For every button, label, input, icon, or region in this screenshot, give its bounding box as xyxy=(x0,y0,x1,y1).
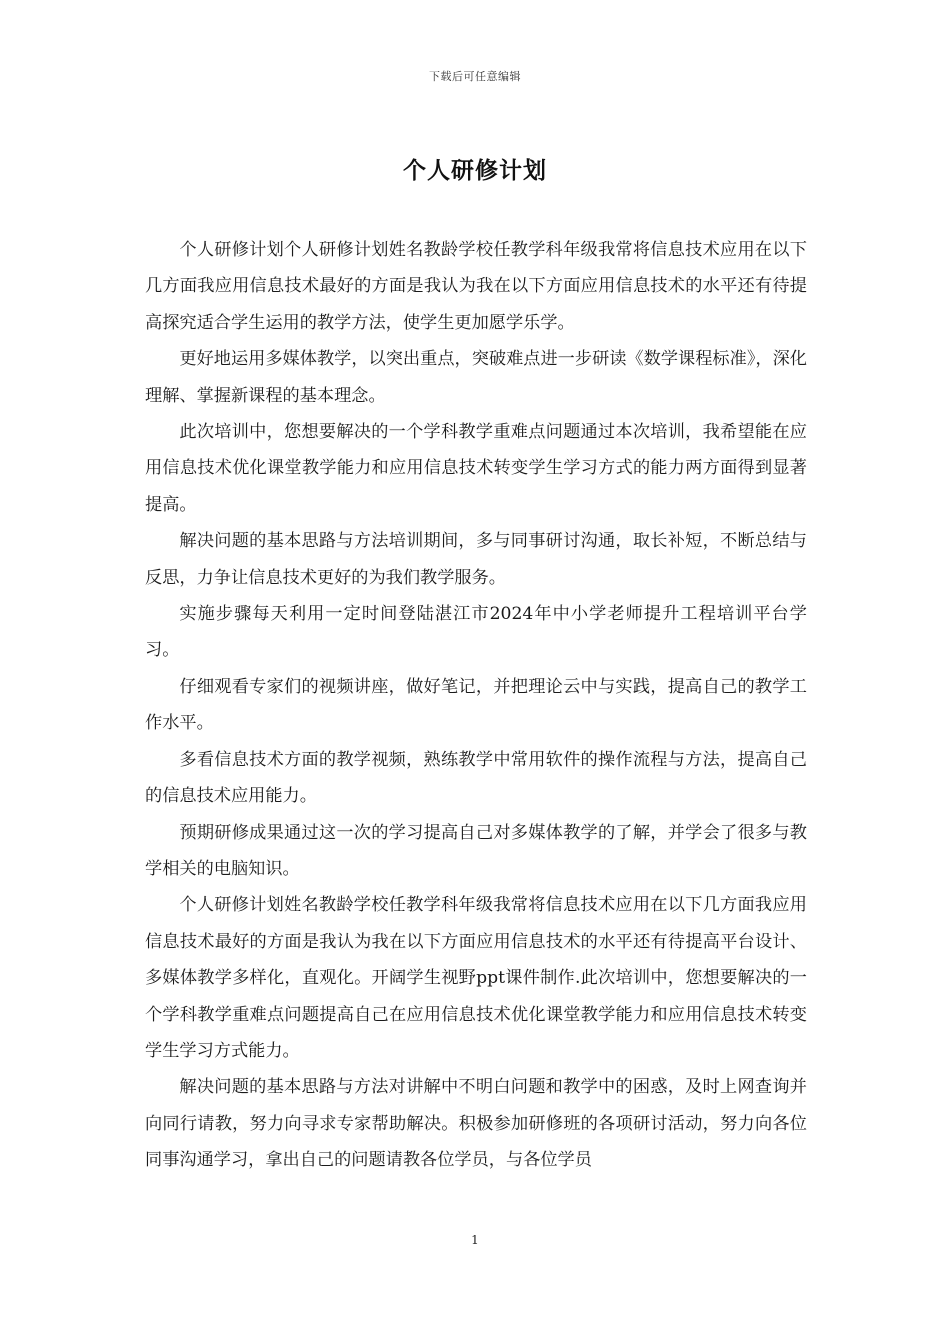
paragraph-8: 预期研修成果通过这一次的学习提高自己对多媒体教学的了解，并学会了很多与教学相关的电脑知识。 xyxy=(145,822,807,879)
document-body xyxy=(145,232,807,1179)
paragraph-1: 个人研修计划个人研修计划姓名教龄学校任教学科年级我常将信息技术应用在以下几方面我应用信息技术最好的方面是我认为我在以下方面应用信息技术的水平还有待提高探究适合学生运用的教学方法，使学生更加愿学乐学。 xyxy=(145,240,807,333)
paragraph-4: 解决问题的基本思路与方法培训期间，多与同事研讨沟通，取长补短，不断总结与反思，力争让信息技术更好的为我们教学服务。 xyxy=(145,531,807,588)
paragraph-10: 解决问题的基本思路与方法对讲解中不明白问题和教学中的困惑，及时上网查询并向同行请教，努力向寻求专家帮助解决。积极参加研修班的各项研讨活动，努力向各位同事沟通学习，拿出自己的问题请教各位学员，与各位学员 xyxy=(145,1077,807,1171)
paragraph-5: 实施步骤每天利用一定时间登陆湛江市2024年中小学老师提升工程培训平台学习。 xyxy=(145,604,807,661)
page-number: 1 xyxy=(471,1233,479,1247)
header-note: 下载后可任意编辑 xyxy=(429,70,521,83)
paragraph-9: 个人研修计划姓名教龄学校任教学科年级我常将信息技术应用在以下几方面我应用信息技术最好的方面是我认为我在以下方面应用信息技术的水平还有待提高平台设计、多媒体教学多样化，直观化。开阔学生视野ppt课件制作.此次培训中，您想要解决的一个学科教学重难点问题提高自己在应用信息技术优化课堂教学能力和应用信息技术转变学生学习方式能力。 xyxy=(145,895,807,1061)
document-title: 个人研修计划 xyxy=(403,157,547,184)
paragraph-7: 多看信息技术方面的教学视频，熟练教学中常用软件的操作流程与方法，提高自己的信息技术应用能力。 xyxy=(145,749,807,807)
paragraph-3: 此次培训中，您想要解决的一个学科教学重难点问题通过本次培训，我希望能在应用信息技术优化课堂教学能力和应用信息技术转变学生学习方式的能力两方面得到显著提高。 xyxy=(145,422,807,515)
paragraph-2: 更好地运用多媒体教学，以突出重点，突破难点进一步研读《数学课程标准》，深化理解、掌握新课程的基本理念。 xyxy=(145,349,807,406)
paragraph-6: 仔细观看专家们的视频讲座，做好笔记，并把理论云中与实践，提高自己的教学工作水平。 xyxy=(145,676,807,734)
